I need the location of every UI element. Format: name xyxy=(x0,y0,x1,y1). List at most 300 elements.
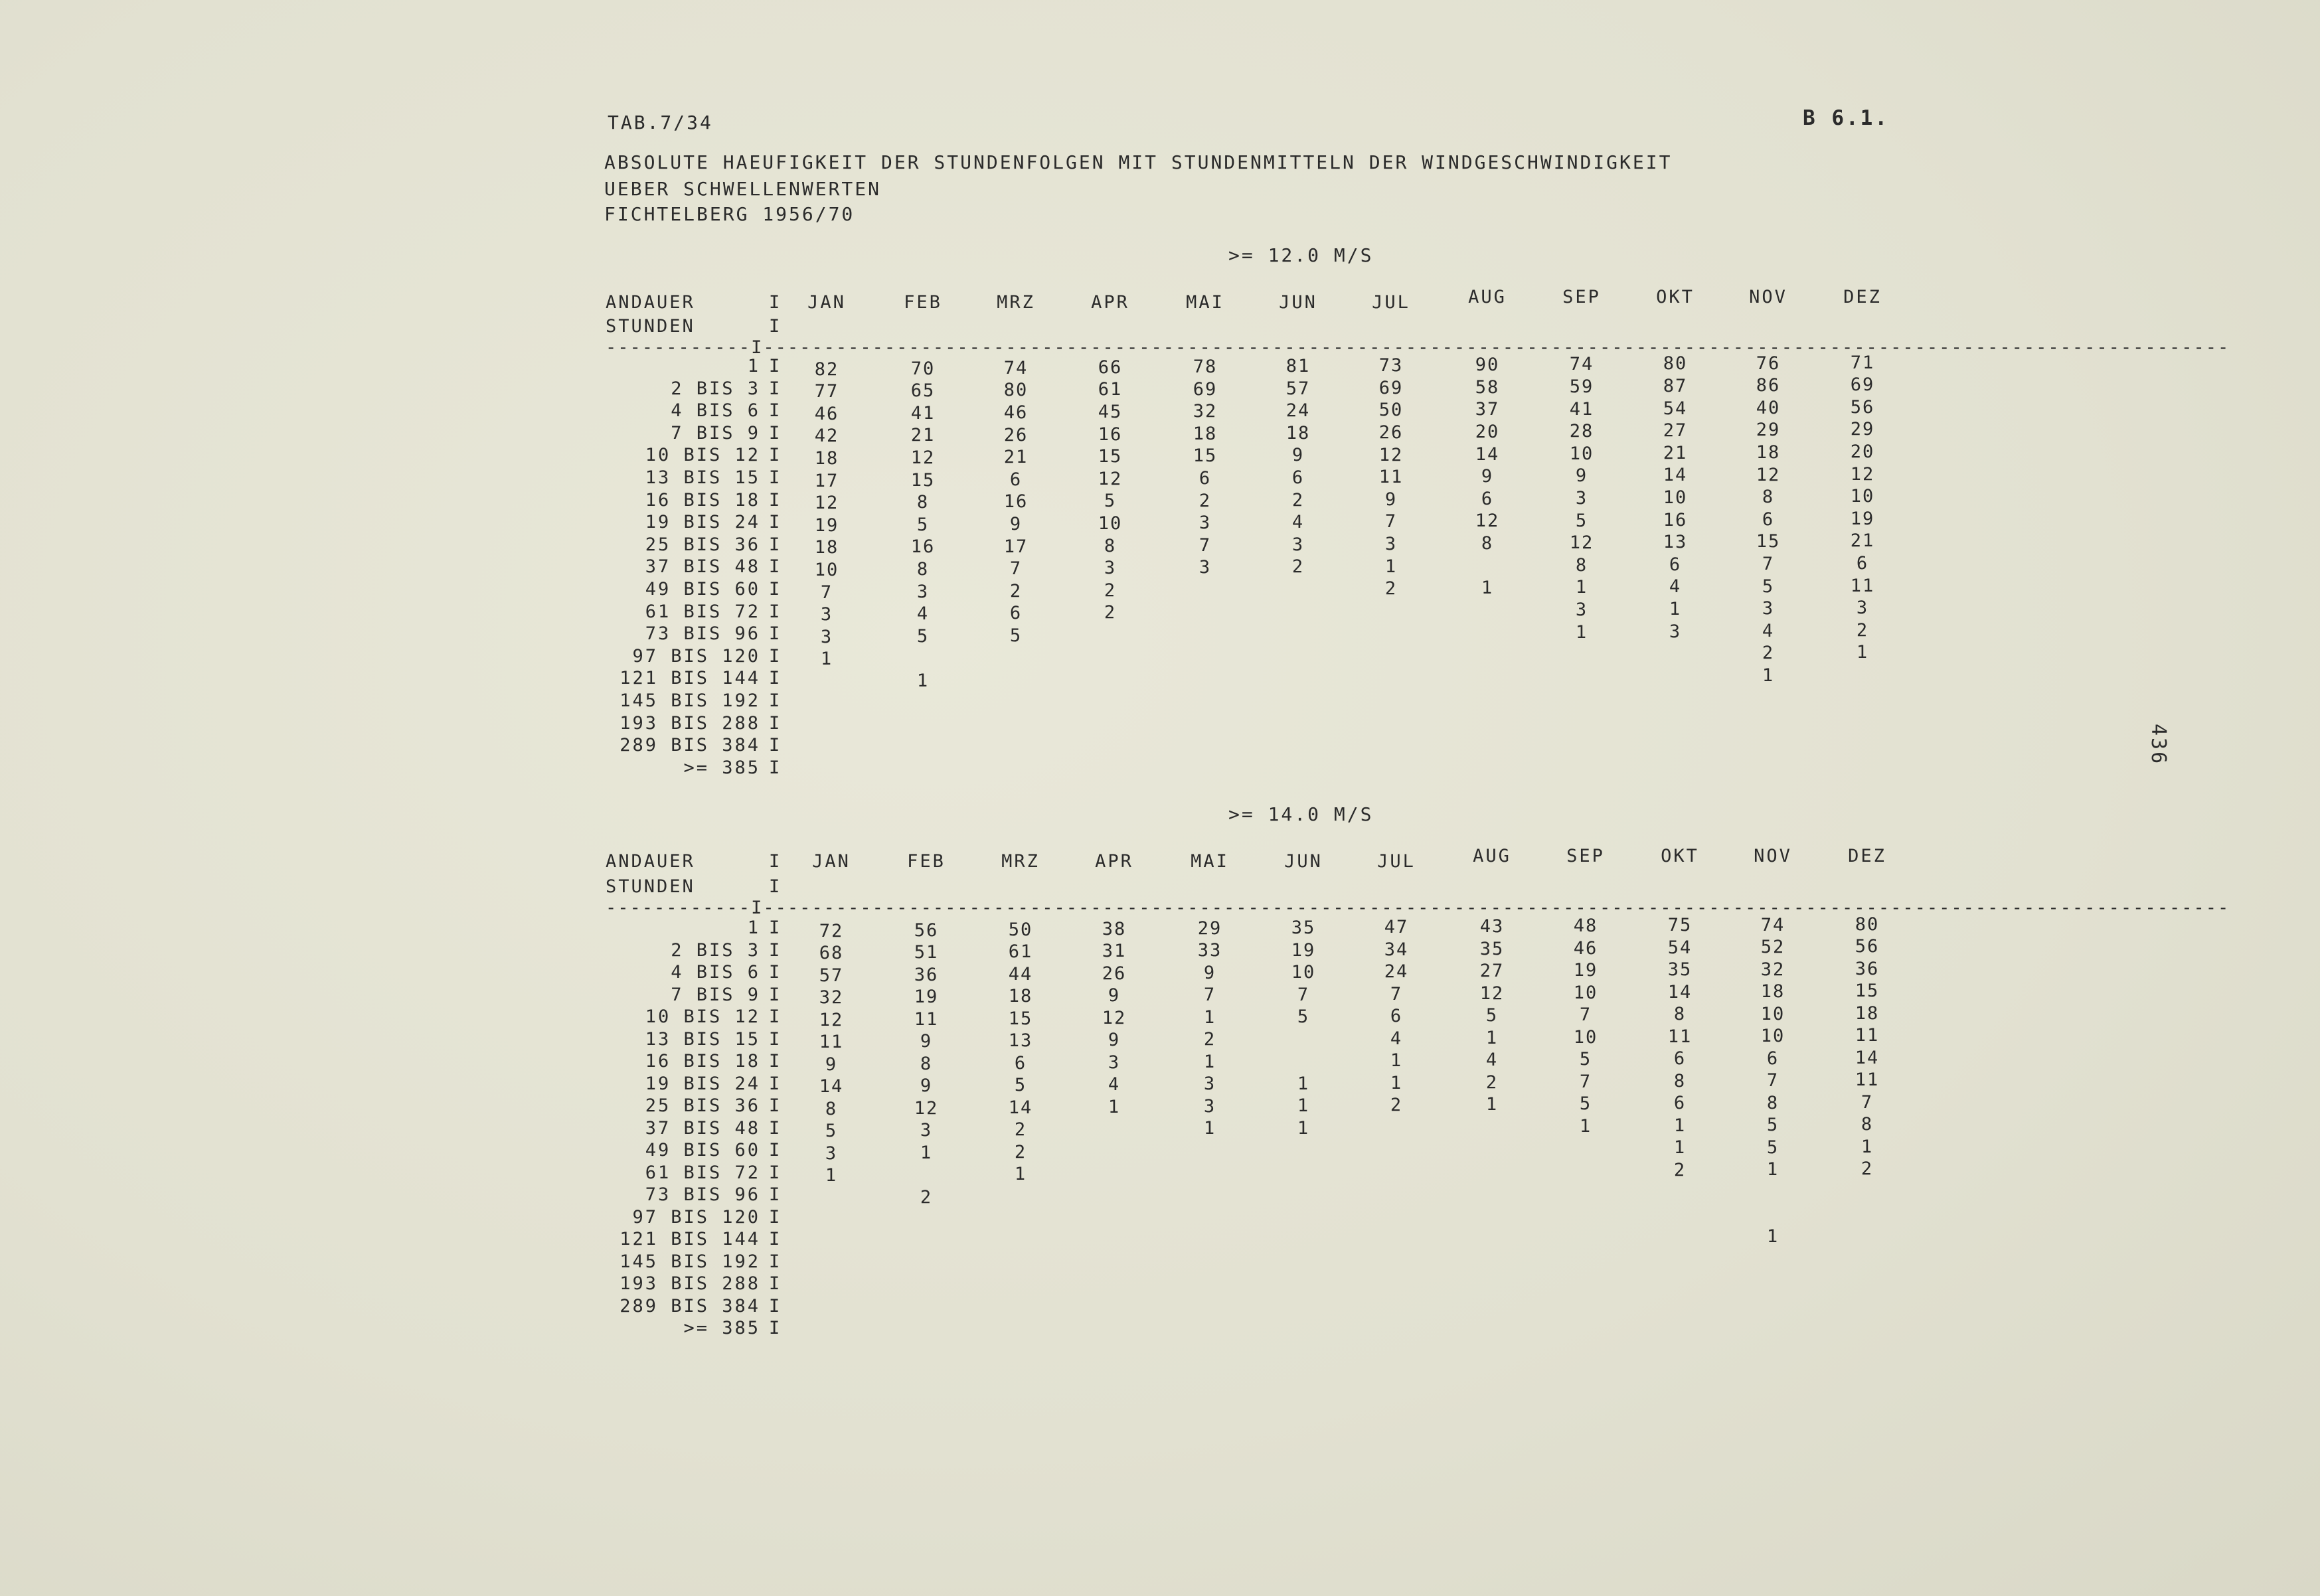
table-cell: 15 xyxy=(1098,446,1123,467)
table-cell: 2 xyxy=(920,1186,933,1208)
row-label: 73 BIS 96 xyxy=(645,1184,760,1205)
row-label: 289 BIS 384 xyxy=(620,1295,760,1317)
column-header-dez: DEZ xyxy=(1848,846,1886,866)
table-cell: 5 xyxy=(1014,1075,1027,1096)
row-label: 73 BIS 96 xyxy=(645,623,760,645)
table-cell: 4 xyxy=(1291,512,1305,533)
table-cell: 7 xyxy=(1203,985,1216,1006)
table-cell: 6 xyxy=(1673,1048,1687,1070)
table-cell: 8 xyxy=(1762,487,1775,508)
table-cell: 3 xyxy=(1203,1074,1216,1095)
table-cell: 5 xyxy=(1579,1093,1592,1115)
table-cell: 3 xyxy=(1856,598,1869,619)
table-cell: 10 xyxy=(1569,443,1594,464)
table-cell: 4 xyxy=(1762,620,1775,641)
table-cell: 1 xyxy=(1669,599,1682,619)
table-cell: 9 xyxy=(1108,1030,1121,1051)
table-cell: 5 xyxy=(1485,1005,1499,1026)
dash-rule: ------------I------------------------------------------------------------------------------------------------------------------------- xyxy=(606,337,2230,358)
separator: I xyxy=(769,939,780,961)
separator: I xyxy=(769,445,780,466)
column-header-feb: FEB xyxy=(907,851,946,872)
separator-header: I xyxy=(769,292,780,313)
table-cell: 9 xyxy=(1203,962,1216,983)
table-cell: 11 xyxy=(819,1032,844,1052)
row-label: 49 BIS 60 xyxy=(645,579,760,599)
table-cell: 2 xyxy=(1762,643,1775,664)
table-cell: 18 xyxy=(1285,422,1311,443)
table-cell: 10 xyxy=(1850,486,1875,507)
table-cell: 3 xyxy=(1575,487,1588,509)
table-cell: 8 xyxy=(825,1098,838,1119)
title-line-2: UEBER SCHWELLENWERTEN xyxy=(604,178,882,200)
table-cell: 12 xyxy=(910,447,936,468)
table-cell: 36 xyxy=(1855,958,1880,979)
label-header-stunden: STUNDEN xyxy=(606,876,695,897)
row-label: 13 BIS 15 xyxy=(645,1028,760,1050)
separator: I xyxy=(769,1140,780,1160)
table-cell: 1 xyxy=(1575,577,1588,598)
row-label: 121 BIS 144 xyxy=(620,1229,760,1249)
table-cell: 27 xyxy=(1479,961,1505,982)
column-header-jun: JUN xyxy=(1284,851,1323,872)
row-label: 7 BIS 9 xyxy=(671,984,760,1005)
title-line-1: ABSOLUTE HAEUFIGKEIT DER STUNDENFOLGEN MIT STUNDENMITTELN DER WINDGESCHWINDIGKEIT xyxy=(604,151,1673,173)
table-cell: 1 xyxy=(1856,642,1869,663)
table-cell: 7 xyxy=(820,582,833,603)
row-label: 145 BIS 192 xyxy=(620,1251,760,1272)
table-cell: 5 xyxy=(1009,625,1023,646)
table-cell: 12 xyxy=(1102,1007,1127,1028)
table-cell: 11 xyxy=(1667,1026,1693,1047)
table-cell: 32 xyxy=(1193,401,1218,422)
table-cell: 1 xyxy=(1485,1094,1499,1115)
table-cell: 19 xyxy=(1291,939,1316,961)
table-cell: 2 xyxy=(1856,619,1869,641)
table-cell: 1 xyxy=(1203,1006,1216,1028)
table-cell: 33 xyxy=(1197,940,1222,961)
table-cell: 21 xyxy=(1663,442,1688,463)
column-header-jun: JUN xyxy=(1279,292,1317,313)
separator: I xyxy=(769,623,780,645)
separator: I xyxy=(769,1318,780,1338)
table-cell: 17 xyxy=(814,470,839,491)
table-cell: 1 xyxy=(1203,1051,1216,1072)
table-cell: 41 xyxy=(1569,398,1594,420)
table-cell: 21 xyxy=(1003,447,1029,468)
table-cell: 58 xyxy=(1475,376,1500,398)
table-cell: 8 xyxy=(1104,535,1117,556)
row-label: 193 BIS 288 xyxy=(620,1273,760,1294)
table-cell: 8 xyxy=(920,1053,933,1074)
table-cell: 12 xyxy=(914,1097,939,1119)
table-cell: 8 xyxy=(1766,1092,1780,1113)
table-cell: 1 xyxy=(825,1165,838,1186)
table-cell: 29 xyxy=(1850,419,1875,440)
table-cell: 1 xyxy=(1390,1072,1403,1093)
table-cell: 2 xyxy=(1199,490,1212,511)
table-cell: 10 xyxy=(1663,487,1688,508)
table-cell: 3 xyxy=(1108,1052,1121,1073)
table-cell: 6 xyxy=(1009,603,1023,624)
table-cell: 74 xyxy=(1760,914,1785,935)
separator: I xyxy=(769,400,780,422)
table-cell: 1 xyxy=(1384,556,1398,577)
table-cell: 5 xyxy=(1762,576,1775,597)
table-cell: 72 xyxy=(819,920,844,941)
label-header-andauer: ANDAUER xyxy=(606,292,695,313)
table-cell: 3 xyxy=(1104,558,1117,579)
table-cell: 1 xyxy=(1861,1136,1874,1157)
column-header-dez: DEZ xyxy=(1843,287,1882,307)
column-header-mrz: MRZ xyxy=(997,292,1035,313)
table-cell: 8 xyxy=(1861,1114,1874,1135)
table-cell: 17 xyxy=(1003,536,1029,557)
row-label: 2 BIS 3 xyxy=(671,939,760,961)
separator: I xyxy=(769,1095,780,1116)
table-cell: 13 xyxy=(1663,532,1688,553)
table-cell: 12 xyxy=(1378,444,1404,465)
column-header-jul: JUL xyxy=(1372,292,1410,313)
column-header-jan: JAN xyxy=(812,851,851,872)
table-cell: 70 xyxy=(910,358,936,379)
table-cell: 19 xyxy=(1850,508,1875,529)
table-cell: 12 xyxy=(1756,464,1781,485)
table-cell: 87 xyxy=(1663,376,1688,396)
table-cell: 61 xyxy=(1008,941,1033,963)
table-cell: 3 xyxy=(820,626,833,647)
table-cell: 6 xyxy=(1199,467,1212,489)
table-cell: 18 xyxy=(1756,441,1781,463)
row-label: 97 BIS 120 xyxy=(632,645,760,667)
table-cell: 90 xyxy=(1475,355,1500,376)
table-cell: 4 xyxy=(916,603,930,625)
table-cell: 8 xyxy=(916,559,930,580)
row-label: 13 BIS 15 xyxy=(645,467,760,488)
table-cell: 19 xyxy=(814,515,839,536)
table-cell: 36 xyxy=(914,964,939,985)
threshold-heading: >= 14.0 M/S xyxy=(1228,803,1374,825)
row-label: 61 BIS 72 xyxy=(645,601,760,622)
table-cell: 3 xyxy=(1199,557,1212,578)
table-cell: 5 xyxy=(1297,1006,1310,1027)
separator: I xyxy=(769,712,780,734)
table-cell: 3 xyxy=(825,1143,838,1164)
table-cell: 2 xyxy=(1673,1159,1687,1180)
label-header-stunden: STUNDEN xyxy=(606,316,695,337)
row-label: 145 BIS 192 xyxy=(620,690,760,711)
table-cell: 6 xyxy=(1481,488,1494,509)
table-cell: 5 xyxy=(1579,1049,1592,1070)
table-cell: 1 xyxy=(820,649,833,670)
table-cell: 2 xyxy=(1384,578,1398,599)
column-header-feb: FEB xyxy=(904,292,942,313)
table-cell: 32 xyxy=(819,987,844,1008)
table-cell: 71 xyxy=(1850,352,1875,373)
row-label: 19 BIS 24 xyxy=(645,512,760,533)
separator: I xyxy=(769,534,780,555)
table-cell: 54 xyxy=(1667,937,1693,958)
row-label: 49 BIS 60 xyxy=(645,1140,760,1160)
table-cell: 15 xyxy=(1855,981,1880,1002)
table-cell: 69 xyxy=(1378,377,1404,398)
table-cell: 46 xyxy=(1573,937,1598,959)
section-code: B 6.1. xyxy=(1803,106,1889,130)
separator: I xyxy=(769,467,780,488)
column-header-aug: AUG xyxy=(1468,287,1507,307)
table-cell: 69 xyxy=(1850,374,1875,396)
table-cell: 24 xyxy=(1384,961,1409,983)
table-cell: 1 xyxy=(1673,1137,1687,1158)
table-cell: 80 xyxy=(1003,380,1029,401)
table-cell: 1 xyxy=(1297,1117,1310,1139)
row-label: 10 BIS 12 xyxy=(645,445,760,466)
separator: I xyxy=(769,556,780,578)
separator-header: I xyxy=(769,316,780,337)
table-cell: 1 xyxy=(1575,621,1588,643)
table-cell: 66 xyxy=(1098,357,1123,378)
table-cell: 2 xyxy=(1009,580,1023,601)
row-label: 19 BIS 24 xyxy=(645,1073,760,1094)
table-cell: 2 xyxy=(1861,1158,1874,1180)
table-cell: 6 xyxy=(1014,1052,1027,1074)
table-cell: 26 xyxy=(1102,963,1127,984)
table-cell: 16 xyxy=(1003,491,1029,513)
table-cell: 46 xyxy=(1003,402,1029,423)
page-number: 436 xyxy=(2147,724,2170,766)
table-cell: 12 xyxy=(1569,532,1594,554)
table-cell: 6 xyxy=(1669,554,1682,575)
table-cell: 10 xyxy=(1291,962,1316,983)
dash-rule: ------------I------------------------------------------------------------------------------------------------------------------------- xyxy=(606,898,2230,918)
table-cell: 7 xyxy=(1579,1071,1592,1092)
column-header-nov: NOV xyxy=(1754,846,1792,866)
table-cell: 43 xyxy=(1479,916,1505,937)
table-cell: 2 xyxy=(1291,489,1305,511)
column-header-mai: MAI xyxy=(1191,851,1229,872)
row-label: 2 BIS 3 xyxy=(671,378,760,399)
table-cell: 1 xyxy=(1481,578,1494,599)
table-cell: 20 xyxy=(1475,422,1500,442)
table-cell: 20 xyxy=(1850,441,1875,462)
table-cell: 35 xyxy=(1479,938,1505,959)
threshold-heading: >= 12.0 M/S xyxy=(1228,244,1374,266)
table-cell: 29 xyxy=(1756,420,1781,441)
table-cell: 56 xyxy=(1850,396,1875,418)
table-cell: 26 xyxy=(1003,424,1029,445)
table-cell: 6 xyxy=(1009,469,1023,490)
separator: I xyxy=(769,512,780,533)
table-cell: 9 xyxy=(1575,465,1588,487)
table-cell: 6 xyxy=(1390,1006,1403,1027)
table-cell: 2 xyxy=(1203,1029,1216,1050)
separator: I xyxy=(769,1162,780,1183)
table-cell: 1 xyxy=(1297,1073,1310,1094)
table-cell: 16 xyxy=(1098,424,1123,445)
table-cell: 45 xyxy=(1098,402,1123,422)
table-cell: 69 xyxy=(1193,378,1218,400)
table-cell: 18 xyxy=(1760,981,1785,1002)
table-cell: 76 xyxy=(1756,353,1781,374)
table-cell: 8 xyxy=(1673,1070,1687,1091)
table-cell: 16 xyxy=(1663,509,1688,530)
table-cell: 21 xyxy=(1850,530,1875,552)
label-header-andauer: ANDAUER xyxy=(606,851,695,872)
separator: I xyxy=(769,422,780,443)
table-cell: 9 xyxy=(825,1054,838,1075)
table-cell: 61 xyxy=(1098,379,1123,400)
table-cell: 11 xyxy=(1855,1025,1880,1046)
table-cell: 11 xyxy=(1850,575,1875,596)
table-cell: 14 xyxy=(1475,443,1500,465)
table-cell: 9 xyxy=(1108,985,1121,1006)
table-cell: 59 xyxy=(1569,376,1594,397)
row-label: 193 BIS 288 xyxy=(620,712,760,734)
table-cell: 2 xyxy=(1390,1095,1403,1116)
separator: I xyxy=(769,1273,780,1294)
table-cell: 80 xyxy=(1663,353,1688,374)
table-cell: 9 xyxy=(1009,513,1023,534)
table-cell: 1 xyxy=(1579,1115,1592,1137)
row-label: 37 BIS 48 xyxy=(645,1117,760,1139)
table-cell: 46 xyxy=(814,403,839,424)
table-cell: 1 xyxy=(1766,1159,1780,1180)
separator: I xyxy=(769,1051,780,1072)
table-cell: 19 xyxy=(914,987,939,1008)
table-cell: 5 xyxy=(916,514,930,535)
table-cell: 11 xyxy=(914,1008,939,1030)
separator: I xyxy=(769,984,780,1005)
column-header-mai: MAI xyxy=(1186,292,1224,313)
row-label: 1 xyxy=(747,918,760,938)
separator: I xyxy=(769,962,780,983)
table-cell: 42 xyxy=(814,426,839,447)
table-cell: 74 xyxy=(1569,354,1594,375)
table-cell: 7 xyxy=(1384,511,1398,532)
table-cell: 18 xyxy=(1008,986,1033,1007)
table-cell: 8 xyxy=(1575,554,1588,576)
table-cell: 1 xyxy=(1766,1226,1780,1247)
table-cell: 5 xyxy=(1104,491,1117,512)
column-header-okt: OKT xyxy=(1661,846,1699,866)
table-cell: 9 xyxy=(1481,466,1494,487)
table-cell: 8 xyxy=(1673,1004,1687,1025)
column-header-nov: NOV xyxy=(1749,287,1787,307)
table-cell: 3 xyxy=(1575,599,1588,620)
table-cell: 2 xyxy=(1104,580,1117,601)
table-cell: 12 xyxy=(1475,511,1500,532)
column-header-okt: OKT xyxy=(1656,287,1695,307)
column-header-sep: SEP xyxy=(1566,846,1605,866)
separator: I xyxy=(769,1251,780,1272)
table-cell: 11 xyxy=(1855,1070,1880,1091)
separator: I xyxy=(769,1184,780,1205)
table-cell: 18 xyxy=(1855,1002,1880,1024)
separator: I xyxy=(769,1073,780,1094)
table-cell: 3 xyxy=(1291,534,1305,555)
table-cell: 5 xyxy=(825,1121,838,1141)
table-cell: 56 xyxy=(1855,936,1880,957)
separator: I xyxy=(769,1117,780,1139)
table-cell: 80 xyxy=(1855,914,1880,935)
table-cell: 15 xyxy=(1756,531,1781,552)
row-label: >= 385 xyxy=(683,757,760,778)
table-cell: 44 xyxy=(1008,963,1033,985)
table-cell: 18 xyxy=(1193,423,1218,444)
table-cell: 56 xyxy=(914,919,939,941)
table-cell: 54 xyxy=(1663,398,1688,419)
table-cell: 7 xyxy=(1579,1004,1592,1026)
table-cell: 8 xyxy=(1481,533,1494,554)
table-cell: 48 xyxy=(1573,916,1598,937)
table-cell: 3 xyxy=(1669,621,1682,642)
table-cell: 41 xyxy=(910,402,936,424)
table-cell: 14 xyxy=(819,1076,844,1097)
separator: I xyxy=(769,1206,780,1228)
table-cell: 57 xyxy=(1285,378,1311,399)
column-header-sep: SEP xyxy=(1562,287,1601,307)
table-cell: 26 xyxy=(1378,422,1404,443)
table-id: TAB.7/34 xyxy=(608,112,713,133)
table-cell: 14 xyxy=(1667,981,1693,1002)
table-cell: 13 xyxy=(1008,1030,1033,1052)
table-cell: 73 xyxy=(1378,355,1404,376)
table-cell: 6 xyxy=(1762,509,1775,530)
table-cell: 10 xyxy=(1760,1026,1785,1046)
separator: I xyxy=(769,489,780,511)
table-cell: 12 xyxy=(819,1009,844,1030)
table-cell: 1 xyxy=(1390,1050,1403,1072)
table-cell: 27 xyxy=(1663,420,1688,441)
separator: I xyxy=(769,690,780,711)
table-cell: 1 xyxy=(1203,1118,1216,1139)
table-cell: 14 xyxy=(1663,465,1688,486)
table-cell: 47 xyxy=(1384,917,1409,938)
table-cell: 15 xyxy=(1008,1008,1033,1029)
table-cell: 35 xyxy=(1667,959,1693,981)
row-label: 97 BIS 120 xyxy=(632,1206,760,1228)
table-cell: 5 xyxy=(1766,1115,1780,1135)
separator: I xyxy=(769,757,780,778)
table-cell: 74 xyxy=(1003,357,1029,378)
table-cell: 10 xyxy=(1760,1003,1785,1024)
table-cell: 9 xyxy=(920,1031,933,1052)
table-cell: 1 xyxy=(1485,1027,1499,1048)
row-label: 25 BIS 36 xyxy=(645,1095,760,1116)
table-cell: 10 xyxy=(1573,982,1598,1003)
row-label: 16 BIS 18 xyxy=(645,489,760,511)
separator: I xyxy=(769,645,780,667)
table-cell: 8 xyxy=(916,492,930,513)
table-cell: 40 xyxy=(1756,397,1781,418)
separator: I xyxy=(769,601,780,622)
table-cell: 15 xyxy=(1193,445,1218,467)
table-cell: 12 xyxy=(1479,983,1505,1004)
table-cell: 9 xyxy=(1291,445,1305,466)
row-label: 16 BIS 18 xyxy=(645,1051,760,1072)
table-cell: 6 xyxy=(1291,467,1305,488)
separator: I xyxy=(769,579,780,599)
separator-header: I xyxy=(769,876,780,897)
table-cell: 68 xyxy=(819,943,844,963)
table-cell: 3 xyxy=(920,1120,933,1141)
table-cell: 78 xyxy=(1193,356,1218,377)
row-label: 61 BIS 72 xyxy=(645,1162,760,1183)
row-label: 289 BIS 384 xyxy=(620,735,760,756)
table-cell: 35 xyxy=(1291,918,1316,938)
table-cell: 7 xyxy=(1390,983,1403,1004)
separator: I xyxy=(769,378,780,399)
